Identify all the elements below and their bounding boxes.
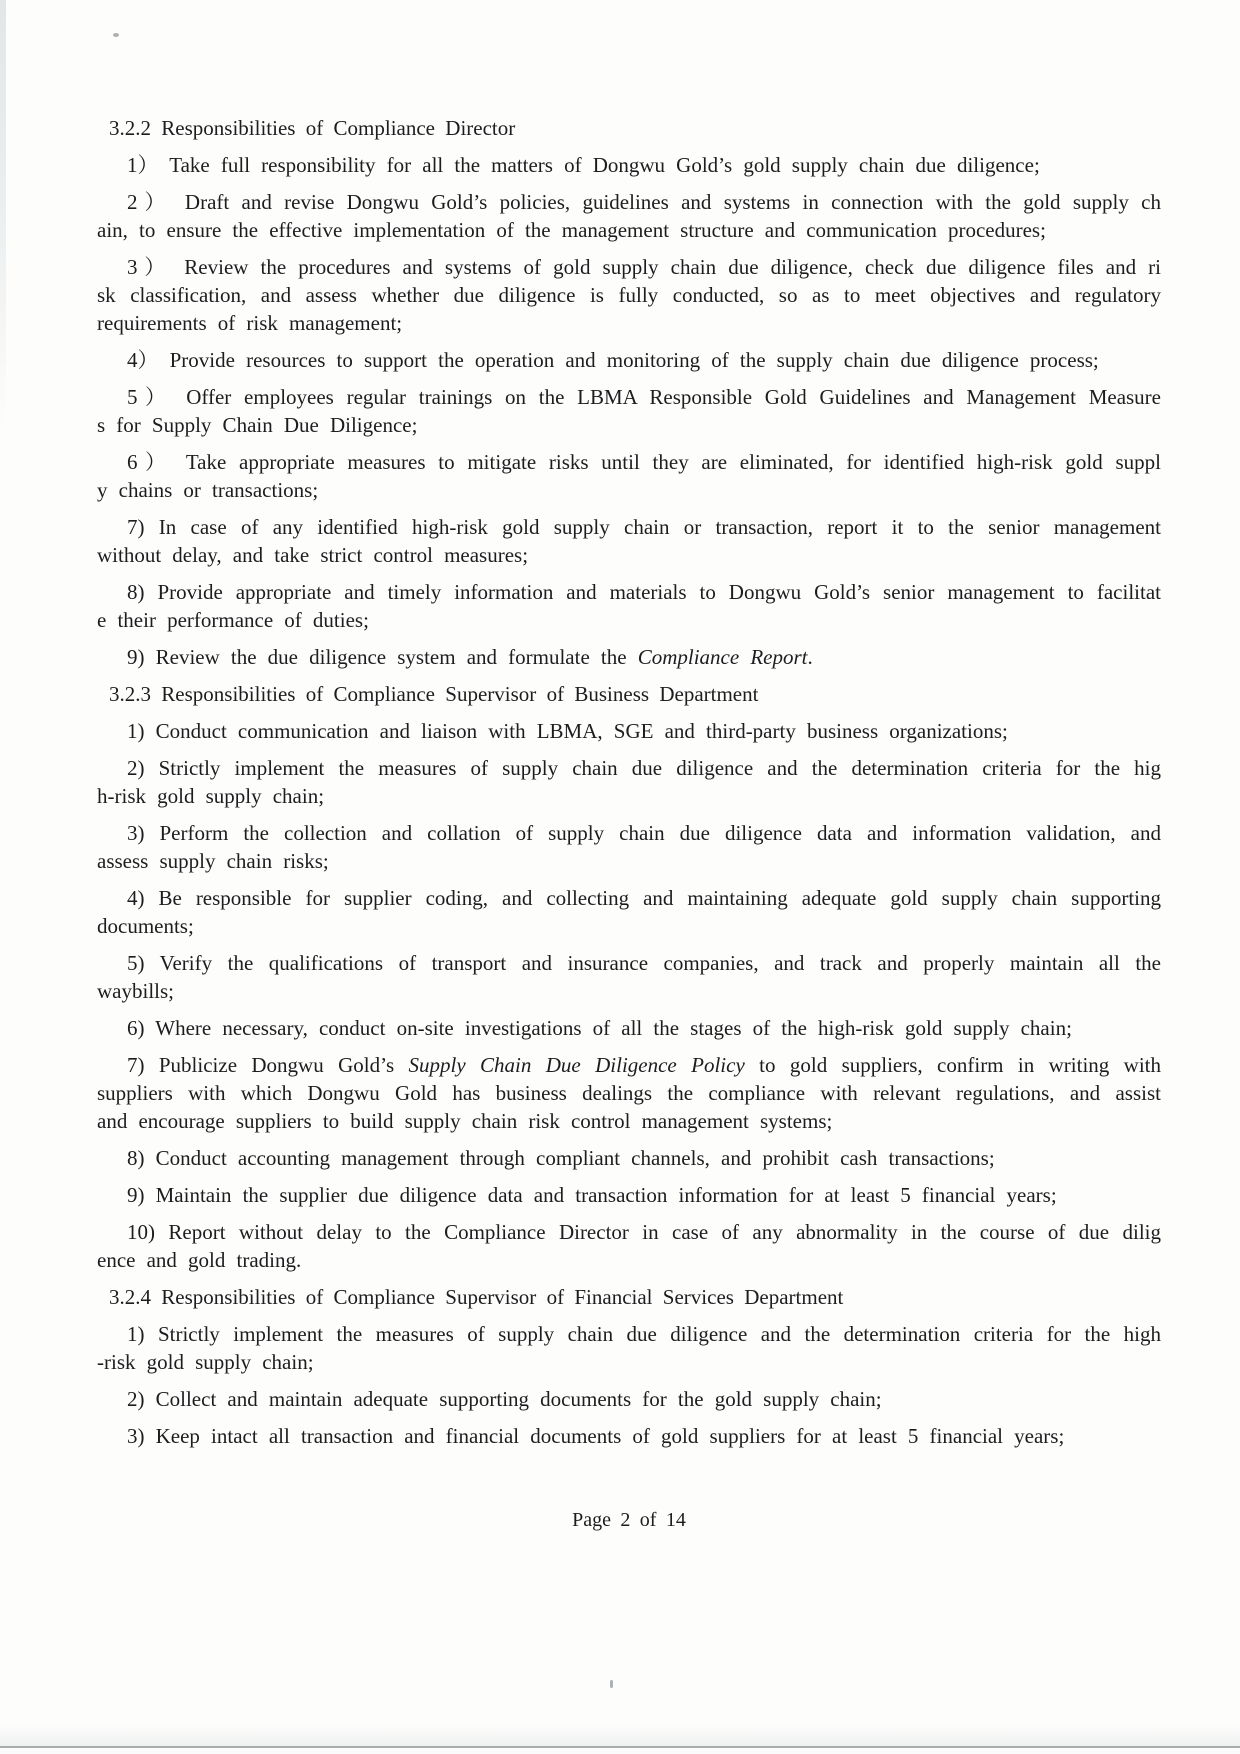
- scan-speck: [610, 1680, 613, 1688]
- text-line: suppliers with which Dongwu Gold has business dealings the compliance with relevant regulations, and assist: [97, 1081, 1161, 1105]
- text-line: without delay, and take strict control measures;: [97, 543, 529, 567]
- numbered-item-paragraph: [97, 1385, 1161, 1413]
- text-line: 2) Collect and maintain adequate supporting documents for the gold supply chain;: [127, 1387, 882, 1411]
- scan-edge-artifact: [0, 0, 6, 430]
- scan-edge-artifact: [0, 1748, 1240, 1754]
- text-line: waybills;: [97, 979, 174, 1003]
- scan-edge-artifact: [0, 1724, 1240, 1746]
- text-line: 3） Review the procedures and systems of gold supply chain due diligence, check due diligence files and ri: [127, 255, 1161, 279]
- text-line: 5) Verify the qualifications of transport and insurance companies, and track and properly maintain all the: [127, 951, 1161, 975]
- text-line: 1) Strictly implement the measures of supply chain due diligence and the determination criteria for the high: [127, 1322, 1161, 1346]
- text-line: 9) Maintain the supplier due diligence data and transaction information for at least 5 financial years;: [127, 1183, 1057, 1207]
- text-line: 10) Report without delay to the Compliance Director in case of any abnormality in the course of due dilig: [127, 1220, 1161, 1244]
- numbered-item-paragraph: [97, 383, 1161, 439]
- text-line: 5） Offer employees regular trainings on the LBMA Responsible Gold Guidelines and Management Measure: [127, 385, 1161, 409]
- numbered-item-paragraph: [97, 949, 1161, 1005]
- text-line: h-risk gold supply chain;: [97, 784, 325, 808]
- text-line: and encourage suppliers to build supply chain risk control management systems;: [97, 1109, 833, 1133]
- numbered-item-paragraph: [97, 754, 1161, 810]
- text-line: documents;: [97, 914, 194, 938]
- numbered-item-paragraph: [97, 188, 1161, 244]
- text-line: 6) Where necessary, conduct on-site investigations of all the stages of the high-risk gold supply chain;: [127, 1016, 1072, 1040]
- text-line: 2) Strictly implement the measures of supply chain due diligence and the determination criteria for the hig: [127, 756, 1161, 780]
- text-line: 3) Perform the collection and collation of supply chain due diligence data and information validation, and: [127, 821, 1161, 845]
- numbered-item-paragraph: [97, 253, 1161, 337]
- text-line: 7) Publicize Dongwu Gold’s Supply Chain Due Diligence Policy to gold suppliers, confirm in writing with: [127, 1053, 1161, 1077]
- numbered-item-paragraph: [97, 1422, 1161, 1450]
- numbered-item-paragraph: [97, 346, 1161, 374]
- text-line: 1） Take full responsibility for all the matters of Dongwu Gold’s gold supply chain due diligence;: [127, 153, 1040, 177]
- text-line: 3) Keep intact all transaction and financial documents of gold suppliers for at least 5 financial years;: [127, 1424, 1065, 1448]
- text-line: requirements of risk management;: [97, 311, 403, 335]
- text-line: 4） Provide resources to support the operation and monitoring of the supply chain due diligence process;: [127, 348, 1099, 372]
- numbered-item-paragraph: [97, 1320, 1161, 1376]
- text-line: ence and gold trading.: [97, 1248, 302, 1272]
- numbered-item-paragraph: [97, 448, 1161, 504]
- numbered-item-paragraph: [97, 819, 1161, 875]
- text-line: sk classification, and assess whether due diligence is fully conducted, so as to meet objectives and regulatory: [97, 283, 1161, 307]
- numbered-item-paragraph: [97, 717, 1161, 745]
- text-line: 9) Review the due diligence system and formulate the Compliance Report.: [127, 645, 813, 669]
- section-heading: [97, 1283, 1161, 1311]
- numbered-item-paragraph: [97, 513, 1161, 569]
- text-line: 3.2.3 Responsibilities of Compliance Supervisor of Business Department: [109, 682, 759, 706]
- text-line: 8) Conduct accounting management through compliant channels, and prohibit cash transactions;: [127, 1146, 995, 1170]
- numbered-item-paragraph: [97, 884, 1161, 940]
- text-line: 3.2.4 Responsibilities of Compliance Supervisor of Financial Services Department: [109, 1285, 844, 1309]
- numbered-item-paragraph: [97, 578, 1161, 634]
- section-heading: [97, 680, 1161, 708]
- page-number: Page 2 of 14: [572, 1509, 686, 1531]
- text-line: assess supply chain risks;: [97, 849, 329, 873]
- text-line: s for Supply Chain Due Diligence;: [97, 413, 418, 437]
- scan-speck: [113, 33, 119, 37]
- text-line: e their performance of duties;: [97, 608, 369, 632]
- numbered-item-paragraph: [97, 1051, 1161, 1135]
- page-footer: [97, 1506, 1161, 1534]
- numbered-item-paragraph: [97, 1181, 1161, 1209]
- numbered-item-paragraph: [97, 1218, 1161, 1274]
- numbered-item-paragraph: [97, 643, 1161, 671]
- text-line: 7) In case of any identified high-risk gold supply chain or transaction, report it to the senior management: [127, 515, 1161, 539]
- text-line: 2） Draft and revise Dongwu Gold’s policies, guidelines and systems in connection with the gold supply ch: [127, 190, 1161, 214]
- text-line: 4) Be responsible for supplier coding, and collecting and maintaining adequate gold supply chain supporting: [127, 886, 1161, 910]
- text-line: 3.2.2 Responsibilities of Compliance Director: [109, 116, 516, 140]
- numbered-item-paragraph: [97, 1014, 1161, 1042]
- text-line: ain, to ensure the effective implementation of the management structure and communication procedures;: [97, 218, 1046, 242]
- text-line: 8) Provide appropriate and timely information and materials to Dongwu Gold’s senior management to facilitat: [127, 580, 1161, 604]
- text-line: 6） Take appropriate measures to mitigate risks until they are eliminated, for identified high-risk gold suppl: [127, 450, 1161, 474]
- numbered-item-paragraph: [97, 1144, 1161, 1172]
- section-heading: [97, 114, 1161, 142]
- numbered-item-paragraph: [97, 151, 1161, 179]
- text-line: 1) Conduct communication and liaison with LBMA, SGE and third-party business organizations;: [127, 719, 1008, 743]
- text-line: -risk gold supply chain;: [97, 1350, 314, 1374]
- document-body: [97, 114, 1161, 1459]
- text-line: y chains or transactions;: [97, 478, 319, 502]
